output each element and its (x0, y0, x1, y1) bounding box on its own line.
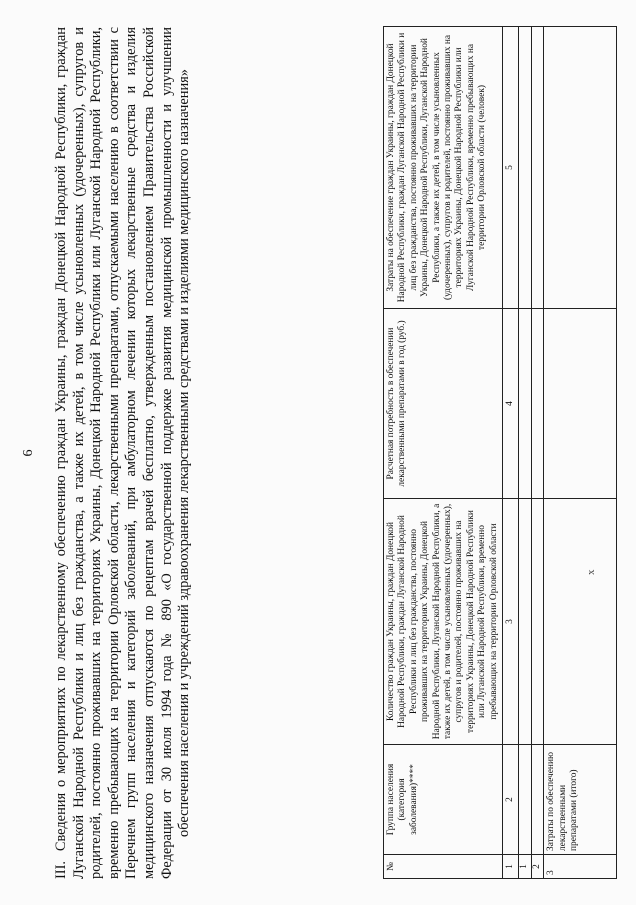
row-need (531, 309, 543, 499)
row-need (519, 309, 531, 499)
index-cell: 2 (503, 745, 519, 855)
header-no: № (384, 855, 503, 879)
row-number: 2 (531, 855, 543, 879)
row-count (544, 499, 617, 745)
row-cost (531, 27, 543, 309)
medications-table (383, 26, 617, 879)
row-count (531, 499, 543, 745)
row-group (531, 745, 543, 855)
section-roman-numeral: III. (53, 861, 69, 879)
table-row (519, 27, 531, 879)
row-cost (544, 27, 617, 309)
table-row-total (544, 27, 617, 879)
header-group: Группа населения (категория заболевания)**** (384, 745, 503, 855)
section-heading-text: Сведения о мероприятиях по лекарственному обеспечению граждан Украины, граждан Донецкой Народной Республики, граждан Луганской Народной Республики и лиц без гражданства, а также их детей, в том числе усыновленных (удочеренных), супругов и родителей, постоянно проживавших на территориях Украины, Донецкой Народной Республики или Луганской Народной Республики, временно пребывающих на территории Орловской области, лекарственными препаратами, отпускаемыми населению в соответствии с Перечнем групп населения и категорий заболеваний, при амбулаторном лечении которых лекарственные средства и изделия медицинского назначения отпускаются по рецептам врачей бесплатно, утвержденным постановлением Правительства Российской Федерации от 30 июля 1994 года № 890 «О государственной поддержке развития медицинской промышленности и улучшении обеспечения населения и учреждений здравоохранения лекарственными средствами и изделиями медицинского назначения» (53, 27, 193, 879)
row-group: Затраты по обеспечению лекарственными препаратами (итого) (544, 745, 617, 855)
row-number: 1 (519, 855, 531, 879)
document-page (13, 13, 623, 893)
header-count: Количество граждан Украины, граждан Донецкой Народной Республики, граждан Луганской Народной Республики и лиц без гражданства, постоянно проживавших на территориях Украины, Донецкой Народной Республики, Луганской Народной Республики, а также их детей, в том числе усыновленных (удочеренных), супругов и родителей, постоянно проживавших на территориях Украины, Донецкой Народной Республики или Луганской Народной Республики, временно пребывающих на территории Орловской области (384, 499, 503, 745)
row-count (519, 499, 531, 745)
table-index-row (503, 27, 519, 879)
index-cell: 5 (503, 27, 519, 309)
table-row (531, 27, 543, 879)
stray-mark: x (585, 569, 597, 575)
page-number: 6 (21, 449, 36, 457)
row-need (544, 309, 617, 499)
row-number: 3 (544, 855, 617, 879)
header-need: Расчетная потребность в обеспечении лекарственными препаратами в год (руб.) (384, 309, 503, 499)
header-cost: Затраты на обеспечение граждан Украины, граждан Донецкой Народной Республики, граждан Луганской Народной Республики и лиц без гражданства, постоянно проживавших на территории Украины, Донецкой Народной Республики, Луганской Народной Республики, а также их детей, в том числе усыновленных (удочеренных), супругов и родителей, постоянно проживавших на территориях Украины, Донецкой Народной Республики или Луганской Народной Республики, временно пребывающих на территории Орловской области (человек) (384, 27, 503, 309)
index-cell: 1 (503, 855, 519, 879)
table-header-row (384, 27, 503, 879)
index-cell: 3 (503, 499, 519, 745)
row-cost (519, 27, 531, 309)
row-group (519, 745, 531, 855)
index-cell: 4 (503, 309, 519, 499)
section-heading (53, 27, 194, 879)
